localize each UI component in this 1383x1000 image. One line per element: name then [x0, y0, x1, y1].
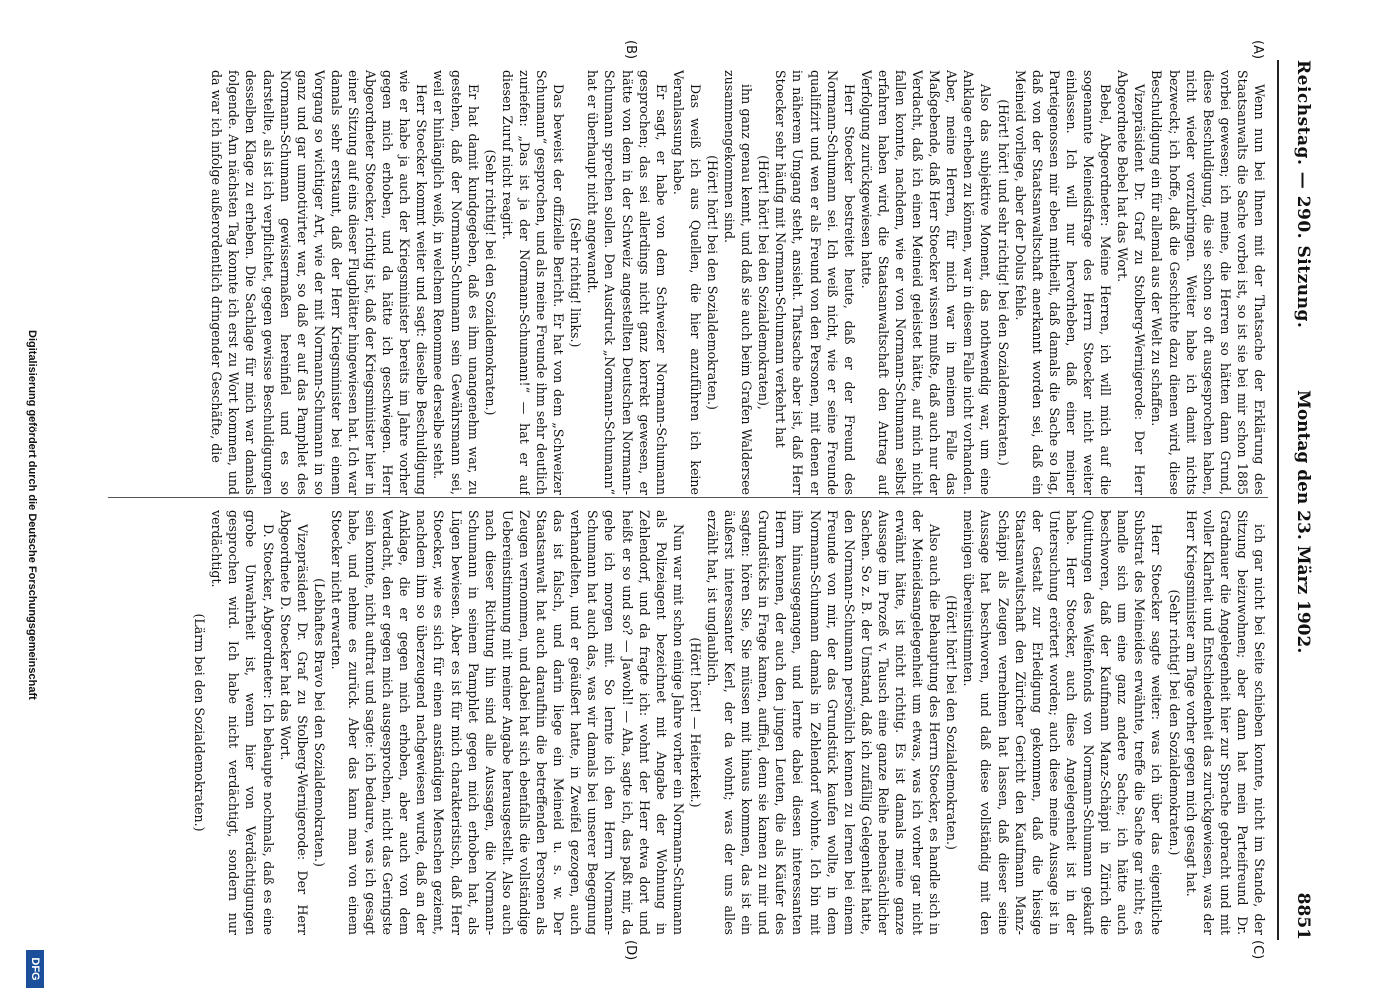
paragraph: ich gar nicht bei Seite schieben konnte, nicht im Stande, der Sitzung beizuwohnen; aber dann hat mein Parteifreund Dr. Gradnauer die Angelegenheit hier zur Sprache gebracht und mit voller Klarheit und Entschiedenheit das zurückgewiesen, was der Herr Kriegsminister am Tage vorher gegen mich gesagt hat. [1183, 510, 1267, 935]
paragraph: Vizepräsident Dr. Graf zu Stolberg-Wernigerode: Der Herr Abgeordnete Bebel hat das Wort. [1115, 70, 1148, 495]
dfg-logo: DFG [26, 950, 44, 988]
margin-mark-a: (A) [1250, 40, 1265, 60]
header-date: Montag den 23. März 1902. [1293, 390, 1313, 654]
paragraph: Bebel, Abgeordneter: Meine Herren, ich will mich auf die sogenannte Meineidsfrage des Herrn Stoecker nicht weiter einlassen. Ich will nur hervorheben, daß einer meiner Parteigenossen mir eben mittheilt, daß damals die Sache so lag, daß von der Staatsanwaltschaft anerkannt worden sei, daß ein Meineid vorliege, aber der Dolus fehle. [1012, 70, 1114, 495]
interjection: (Lärm bei den Sozialdemokraten.) [192, 613, 208, 832]
paragraph: Also das subjektive Moment, das nothwendig war, um eine Anklage erheben zu können, war in diesem Falle nicht vorhanden. Aber, meine Herren, für mich war in meinem Falle das Maßgebende, daß Herr Stoecker wissen mußte, daß auch nur der Verdacht, daß ich einen Meineid geleistet hätte, auf mich nicht fallen konnte, nachdem, wie er von Normann-Schumann selbst erfahren haben wird, die Staatsanwaltschaft den Antrag auf Verfolgung zurückgewiesen hatte. [858, 70, 994, 495]
header-rule [1277, 60, 1279, 940]
text-column-left [103, 70, 1268, 495]
interjection: (Hört! hört! bei den Sozialdemokraten), [756, 155, 772, 410]
paragraph: Wenn nun bei Ihnen mit der Thatsache der Erklärung des Staatsanwalts die Sache vorbei ist, so ist sie bei mir schon 1885 vorbei gewesen; ich meine, die Herren so hätten dann Grund, diese Beschuldigung, die sie schon so oft ausgesprochen haben, nicht wieder vorzubringen. Weiter habe ich damit nichts bezweckt; ich hoffe, daß die Geschichte dazu dienen wird, diese Beschuldigung ein für allemal aus der Welt zu schaffen. [1149, 70, 1267, 495]
paragraph: Herr Stoecker sagte weiter: was ich über das eigentliche Substrat des Meineides erwähnte, treffe die Sache gar nicht; es handle sich um eine ganz andere Sache; ich hätte auch beschworen, daß der Kaufmann Manz-Schäppi in Zürich die Quittungen des Welfenfonds von Normann-Schumann gekauft habe. Herr Stoecker, auch diese Angelegenheit ist in der Untersuchung erörtert worden; auch diese meine Aussage ist in der Gestalt zur Erledigung gekommen, daß die hiesige Staatsanwaltschaft den Züricher Gericht den Kaufmann Manz-Schäppi als Zeugen vernehmen hat lassen, daß dieser seine Aussage hat beschworen, und daß diese vollständig mit den meinigen übereinstimmten. [961, 510, 1165, 935]
interjection: (Hört! hört! bei den Sozialdemokraten.) [705, 155, 720, 410]
page-header [1273, 60, 1313, 940]
interjection: (Hört! hört! bei den Sozialdemokraten.) [944, 595, 960, 850]
text-column-right [103, 510, 1268, 935]
header-page-number: 8851 [1293, 892, 1313, 940]
paragraph: Also auch die Behauptung des Herrn Stoecker, es handle sich in der Meineidsangelegenheit um etwas, was ich vorher gar nicht erwähnt hätte, ist nicht richtig. Es ist damals meine ganze Aussage im Prozeß v. Tausch eine ganze Reihe nebensächlicher Sachen. So z. B. der Umstand, daß ich zufällig Gelegenheit hatte, den Normann-Schumann persönlich kennen zu lernen bei einem Freunde von mir, der das Grundstück kaufen wollte, in dem Normann-Schumann damals in Zehlendorf wohnte. Ich bin mit ihm hinausgegangen, und lernte dabei diesen interessanten Herrn kennen, der auch den jungen Leuten, die als Käufer des Grundstücks in Frage kamen, auffiel, denn sie kamen zu mir und sagten: hören Sie, Sie müssen mit hinaus kommen, das ist ein äußerst interessanter Kerl, der da wohnt; was der uns alles erzählt hat, ist unglaublich. [705, 510, 943, 935]
margin-mark-d: (D) [623, 940, 638, 961]
interjection: (Sehr richtig! bei den Sozialdemokraten.) [482, 149, 498, 416]
paragraph: Er hat damit kundgegeben, daß es ihm unangenehm war, zu gestehen, daß der Normann-Schumann sein Gewährsmann sei, weil er hinlänglich weiß, in welchem Renommee derselbe steht. [431, 70, 481, 495]
interjection: (Hört! hört! — Heiterkeit.) [687, 637, 703, 808]
column-divider [108, 497, 1268, 498]
interjection: (Hört! hört! und sehr richtig! bei den Sozialdemokraten.) [995, 99, 1011, 466]
digitization-credit: Digitalisierung gefördert durch die Deutsche Forschungsgemeinschaft [26, 330, 38, 700]
margin-mark-b: (B) [623, 40, 638, 60]
paragraph: Er sagt, er habe von dem Schweizer Normann-Schumann gesprochen; das sei allerdings nicht ganz korrekt gewesen, er hätte von dem in der Schweiz angestellten Deutschen Normann-Schumann sprechen sollen. Den Ausdruck „Normann-Schumann“ hat er überhaupt nicht angewandt. [585, 70, 669, 495]
paragraph: ihn ganz genau kennt, und daß sie auch beim Grafen Waldersee zusammengekommen sind. [722, 70, 755, 495]
interjection: (Sehr richtig! bei den Sozialdemokraten.) [1166, 589, 1182, 856]
paragraph: Herr Stoecker kommt weiter und sagt: dieselbe Beschuldigung wie er habe ja auch der Kriegsminister bereits im Jahre vorher gegen mich erhoben, und da hätte ich geschwiegen. Herr Abgeordneter Stoecker, richtig ist, daß der Kriegsminister hier in einer Sitzung auf eins dieser Flugblätter hingewiesen hat. Ich war damals sehr erstaunt, daß der Herr Kriegsminister bei einem Vorgang so wichtiger Art, wie der mit Normann-Schumann in so ganz und gar unmotivirter war, so daß er auf das Pamphlet des Normann-Schumann gewissermaßen hereinfiel und es so darstellte, als ist ich verpflichtet, gegen gewisse Beschuldigungen desselben Klage zu erheben. Die Sachlage für mich war damals folgende. Am nächsten Tag konnte ich erst zu Wort kommen, und da war ich infolge außerordentlich dringender Geschäfte, die [209, 70, 430, 495]
header-session: Reichstag. — 290. Sitzung. [1293, 60, 1313, 329]
paragraph: Das weiß ich aus Quellen, die hier anzuführen ich keine Veranlassung habe. [670, 70, 703, 495]
paragraph: Nun war mit schon einige Jahre vorher ein Normann-Schumann als Polizeiagent bezeichnet mit Angabe der Wohnung in Zehlendorf, und da fragte ich: wohnt der Herr etwa dort und heißt er so und so? — Jawohl! — Aha, sagte ich, das paßt mir, da gehe ich morgen mit. So lernte ich den Herrn Normann-Schumann hat auch das, was wir damals bei unserer Begegnung verhandelten, und er geäußert hatte, in Zweifel gezogen, auch das ist falsch, und darin liege ein Meineid u. s. w. Der Staatsanwalt hat auch daraufhin die betreffenden Personen als Zeugen vernommen, und dabei hat sich ebenfalls die vollständige Uebereinstimmung mit meiner Angabe herausgestellt. Also auch nach dieser Richtung hin sind alle Aussagen, die Normann-Schumann in seinem Pamphlet gegen mich erhoben hat, als Lügen bewiesen. Aber es ist für mich charakteristisch, daß Herr Stoecker, wie es sich für einen anständigen Menschen geziemt, nachdem ihm so überzeugend nachgewiesen wurde, daß an der Anklage, die er gegen mich erhoben, aber auch von dem Verdacht, den er gegen mich ausgesprochen, nicht das Geringste sein konnte, nicht auftrat und sagte: ich bedaure, was ich gesagt habe, und nehme es zurück. Aber das kann man von einem Stoecker nicht erwarten. [328, 510, 686, 935]
interjection: (Sehr richtig! links.) [568, 217, 584, 348]
paragraph: Herr Stoecker bestreitet heute, daß er der Freund des Normann-Schumann sei. Ich weiß nicht, wie er seine Freunde qualifizirt und wen er als Freund von den Personen, mit denen er in näherem Umgang steht, ansieht. Thatsache aber ist, daß Herr Stoecker sehr häufig mit Normann-Schumann verkehrt hat [773, 70, 857, 495]
page-footer [18, 0, 41, 1000]
interjection: (Lebhaftes Bravo bei den Sozialdemokraten.) [311, 578, 327, 867]
margin-mark-c: (C) [1250, 940, 1265, 960]
paragraph: D. Stoecker, Abgeordneter: Ich behaupte nochmals, daß es eine grobe Unwahrheit ist, wenn hier von Verdächtigungen gesprochen wird. Ich habe nicht verdächtigt, sondern nur verdächtigt. [209, 510, 276, 935]
paragraph: Das beweist der offizielle Bericht. Er hat von dem „Schweizer Schumann“ gesprochen, und als meine Freunde ihm sehr deutlich zuriefen: „Das ist ja der Normann-Schumann!“ — hat er auf diesen Zuruf nicht reagirt. [499, 70, 567, 495]
paragraph: Vizepräsident Dr. Graf zu Stolberg-Wernigerode: Der Herr Abgeordnete D. Stoecker hat das Wort. [277, 510, 310, 935]
